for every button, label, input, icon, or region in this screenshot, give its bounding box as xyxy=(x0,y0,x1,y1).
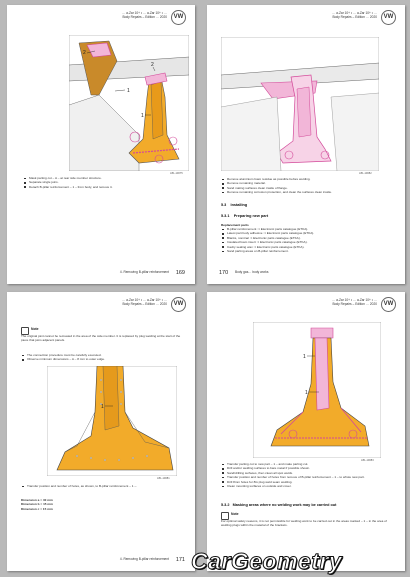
manual-page-169 xyxy=(7,5,195,284)
transfer-steps xyxy=(21,484,181,488)
note-title: Note xyxy=(31,327,39,331)
figure-code: A51-10081 xyxy=(157,477,170,480)
cleaning-steps xyxy=(221,177,391,195)
page-header xyxy=(332,298,377,306)
step-item: Transfer position and number of holes from remove of B-pillar reinforcement – 1 – to whole new part. xyxy=(221,475,393,479)
note-text: For optimal safety reasons, it is not permissible for welding work to be carried out in the areas marked – 1 – in the area of welding plugs within the material of the brackets. xyxy=(221,519,387,528)
header-model-line: … a-Zar 10+ • … a-Zar 10+ • … xyxy=(332,11,377,15)
callout-1-bottom: 1 xyxy=(305,390,308,396)
page-footer: Body gas… body works xyxy=(235,270,269,274)
dimension-a: Dimension a = 40 mm xyxy=(21,498,53,502)
b-pillar-new-part-figure xyxy=(253,322,381,458)
callout-1-right: 1 xyxy=(141,113,144,119)
step-item: Remove remaining corrosion protection, and clean the surfaces clean inside. xyxy=(221,190,391,194)
section-title: Installing xyxy=(230,203,248,207)
step-item: Observe minimum dimensions – A – 8 mm to outer edge. xyxy=(21,357,181,361)
page-header xyxy=(122,11,167,19)
section-heading-masking xyxy=(221,503,397,507)
watermark-logo: CarGeometry xyxy=(191,548,343,574)
step-item: Mask parting cut – A – at rear side member structure. xyxy=(23,176,173,180)
note-box xyxy=(21,327,181,343)
note-title: Note xyxy=(231,512,239,516)
part-item: Insulated foam insert ⇒ Electronic parts catalogue (ETKA). xyxy=(221,240,393,244)
page-number: 169 xyxy=(175,270,185,276)
note-text: The original joint cannot be recreated in the area of the side member. It is replaced by plug welding at the start of the piece that joins adjacent panels. xyxy=(21,334,181,343)
part-item: Latest part body adhesive ⇒ Electronic parts catalogue (ETKA). xyxy=(221,231,393,235)
callout-2-right: 2 xyxy=(151,62,154,68)
page-footer: 4. Removing B-pillar reinforcement xyxy=(119,557,169,561)
figure-code: A51-10075 xyxy=(170,172,183,175)
header-model-line: … a-Zar 10+ • … a-Zar 10+ • … xyxy=(122,298,167,302)
step-item: Remove aluminium foam residue as possible before welding. xyxy=(221,177,391,181)
header-edition-line: Body Repairs – Edition … 2020 xyxy=(122,302,167,307)
step-item: Drill 8mm holes for 8G plug weld seam welding. xyxy=(221,480,393,484)
manual-page-171 xyxy=(7,292,195,571)
page-header xyxy=(122,298,167,306)
header-model-line: … a-Zar 10+ • … a-Zar 10+ • … xyxy=(122,11,167,15)
replacement-parts-label: Replacement parts xyxy=(221,223,249,227)
header-edition-line: Body Repairs – Edition … 2020 xyxy=(122,15,167,20)
part-item: Blanks, nominal ⇒ Electronic parts catalogue (ETKA). xyxy=(221,236,393,240)
vw-logo-icon: VW xyxy=(171,297,186,312)
step-item: Transfer position and number of holes, as shown, to B-pillar reinforcement – 1 –. xyxy=(21,484,181,488)
step-item: Sand mating surfaces clean inside of flange. xyxy=(221,186,391,190)
page-header xyxy=(332,11,377,19)
section-title: Masking areas where no welding work may be carried out xyxy=(232,503,337,507)
header-edition-line: Body Repairs – Edition … 2020 xyxy=(332,15,377,20)
vw-logo-icon: VW xyxy=(381,10,396,25)
header-model-line: … a-Zar 10+ • … a-Zar 10+ • … xyxy=(332,298,377,302)
page-number: 171 xyxy=(175,557,185,563)
dimension-b: Dimension b = 15 mm xyxy=(21,502,53,507)
note-icon xyxy=(21,327,29,335)
step-item: Transfer parting cut to new part – 1 – and make parting cut. xyxy=(221,462,393,466)
subsection-heading-preparing xyxy=(221,214,268,218)
note-icon xyxy=(221,512,229,520)
manual-page-172 xyxy=(207,292,405,571)
new-part-steps xyxy=(221,462,393,488)
figure-code: A51-10083 xyxy=(361,459,374,462)
step-item: Sand/drilling surfaces, then clean all spot welds. xyxy=(221,471,393,475)
step-item: Drill and/or welding surfaces to bare metal if possible shown. xyxy=(221,466,393,470)
header-edition-line: Body Repairs – Edition … 2020 xyxy=(332,302,377,307)
callout-1: 1 xyxy=(101,404,104,410)
subsection-number: 5.3.1 xyxy=(221,214,230,218)
page-number: 170 xyxy=(219,270,229,276)
b-pillar-removal-figure xyxy=(69,35,189,171)
dimension-c: Dimension c = 15 mm xyxy=(21,506,53,511)
vw-logo-icon: VW xyxy=(381,297,396,312)
step-item: Remove remaining material. xyxy=(221,181,391,185)
step-item: Detach B-pillar reinforcement – 1 – from body, and remove it. xyxy=(23,185,173,189)
replacement-parts-list xyxy=(221,227,393,253)
b-pillar-holes-figure xyxy=(47,366,177,476)
removal-steps xyxy=(23,176,173,189)
callout-2-top: 2 xyxy=(83,50,86,56)
section-number: 5.3 xyxy=(221,203,227,207)
figure-code: A51-10082 xyxy=(359,172,372,175)
subsection-title: Preparing new part xyxy=(233,214,269,218)
section-heading-installing xyxy=(221,203,247,207)
step-item: Separate single joins. xyxy=(23,180,173,184)
note-box xyxy=(221,512,397,528)
dimensions-list xyxy=(21,498,141,511)
section-number: 5.3.2 xyxy=(221,503,230,507)
note-bullets xyxy=(21,353,181,362)
step-item: The connection procedure must be carefully executed. xyxy=(21,353,181,357)
part-item: B-pillar reinforcement ⇒ Electronic parts catalogue (ETKA). xyxy=(221,227,393,231)
replacement-parts-block xyxy=(221,221,393,253)
page-footer: 4. Removing B-pillar reinforcement xyxy=(119,270,169,274)
part-item: Sand parting areas on B-pillar reinforcement. xyxy=(221,249,393,253)
callout-1-top: 1 xyxy=(303,354,306,360)
b-pillar-prepared-figure xyxy=(221,37,379,171)
callout-1-left: 1 xyxy=(127,88,130,94)
manual-page-170 xyxy=(207,5,405,284)
part-item: Cavity sealing wax ⇒ Electronic parts catalogue (ETKA). xyxy=(221,245,393,249)
vw-logo-icon: VW xyxy=(171,10,186,25)
step-item: Clean mounting surfaces on outside and cover. xyxy=(221,484,393,488)
